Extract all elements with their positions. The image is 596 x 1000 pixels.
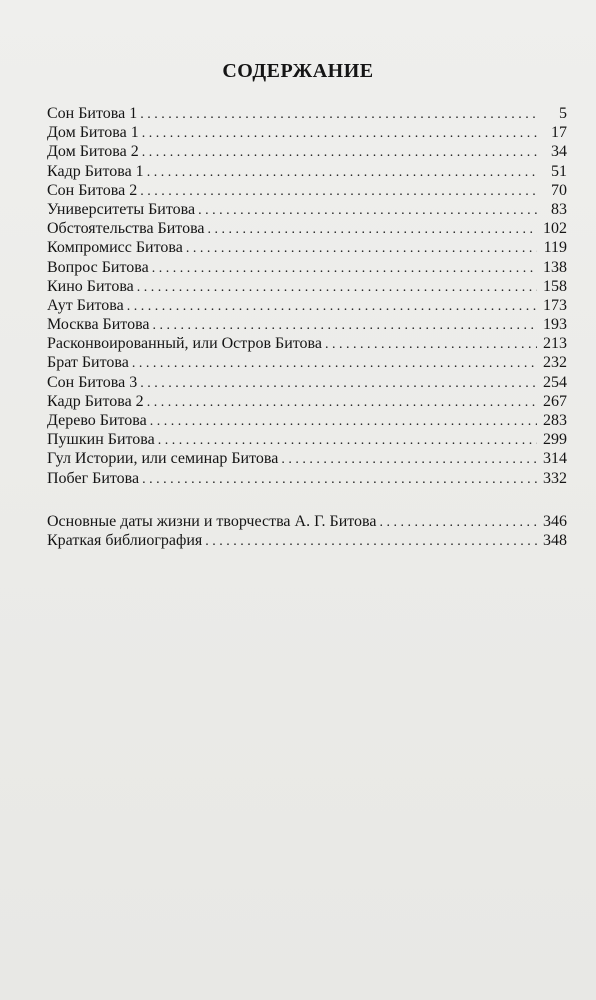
toc-entry <box>47 373 567 392</box>
dot-leader <box>142 143 537 162</box>
dot-leader <box>153 316 537 335</box>
toc-entry-title: Побег Битова <box>47 469 140 487</box>
page-title: СОДЕРЖАНИЕ <box>222 60 374 82</box>
toc-entry-page-number: 314 <box>543 450 567 468</box>
toc-entry <box>47 411 567 430</box>
toc-entry-title: Кадр Битова 2 <box>47 392 144 410</box>
toc-entry-title: Университеты Битова <box>47 200 196 218</box>
toc-entry <box>47 392 567 411</box>
toc-entry-page-number: 213 <box>543 335 567 353</box>
toc-entry-title: Расконвоированный, или Остров Битова <box>47 335 322 353</box>
toc-entry <box>47 258 567 277</box>
toc-entry-title: Вопрос Битова <box>47 258 149 276</box>
dot-leader <box>150 412 537 431</box>
toc-entry <box>47 238 567 257</box>
toc-entry-page-number: 254 <box>543 373 567 391</box>
toc-entry-title: Дом Битова 2 <box>47 143 139 161</box>
toc-entry-page-number: 232 <box>543 354 567 372</box>
toc-entry-title: Основные даты жизни и творчества А. Г. Битова <box>47 512 377 530</box>
chapter-list <box>47 104 567 488</box>
toc-entry <box>47 531 567 550</box>
dot-leader <box>127 297 537 316</box>
toc-entry-page-number: 70 <box>551 181 567 199</box>
toc-entry <box>47 123 567 142</box>
toc-entry <box>47 162 567 181</box>
dot-leader <box>208 220 537 239</box>
toc-entry-title: Пушкин Битова <box>47 431 155 449</box>
toc-entry-title: Дерево Битова <box>47 412 147 429</box>
dot-leader <box>142 124 537 143</box>
toc-entry <box>47 353 567 372</box>
toc-entry-page-number: 346 <box>543 512 567 530</box>
toc-entry-title: Аут Битова <box>47 296 124 314</box>
toc-entry-page-number: 102 <box>543 220 567 238</box>
dot-leader <box>132 354 537 373</box>
toc-entry <box>47 512 567 531</box>
toc-entry-title: Гул Истории, или семинар Битова <box>47 450 279 468</box>
toc-entry-page-number: 83 <box>551 200 567 218</box>
toc-entry-page-number: 299 <box>543 431 567 449</box>
toc-entry-page-number: 267 <box>543 392 567 410</box>
toc-entry <box>47 219 567 238</box>
dot-leader <box>140 374 537 393</box>
dot-leader <box>379 513 537 532</box>
toc-entry-title: Москва Битова <box>47 316 150 334</box>
toc-entry-title: Сон Битова 2 <box>47 181 138 199</box>
toc-entry-page-number: 193 <box>543 316 567 334</box>
toc-entry-page-number: 158 <box>543 277 567 295</box>
toc-entry <box>47 181 567 200</box>
toc-entry-page-number: 5 <box>559 105 567 122</box>
toc-entry-title: Сон Битова 1 <box>47 105 138 122</box>
dot-leader <box>147 163 537 182</box>
toc-entry-title: Дом Битова 1 <box>47 124 139 142</box>
dot-leader <box>142 470 537 489</box>
toc-entry-title: Сон Битова 3 <box>47 373 138 391</box>
toc-entry <box>47 430 567 449</box>
toc-entry-title: Краткая библиография <box>47 531 203 549</box>
toc-entry-page-number: 119 <box>543 239 567 257</box>
toc-entry-title: Обстоятельства Битова <box>47 220 205 238</box>
toc-entry <box>47 334 567 353</box>
toc-entry-page-number: 138 <box>543 258 567 276</box>
toc-entry <box>47 104 567 123</box>
dot-leader <box>281 450 537 469</box>
reverse-side-show-through <box>40 550 580 734</box>
toc-entry-page-number: 173 <box>543 296 567 314</box>
dot-leader <box>152 259 537 278</box>
toc-entry-page-number: 348 <box>543 531 567 549</box>
dot-leader <box>205 532 537 551</box>
dot-leader <box>137 278 537 297</box>
toc-entry <box>47 449 567 468</box>
dot-leader <box>198 201 537 220</box>
toc-entry <box>47 200 567 219</box>
toc-entry <box>47 315 567 334</box>
toc-entry-title: Кадр Битова 1 <box>47 162 144 180</box>
toc-entry-page-number: 283 <box>543 412 567 429</box>
dot-leader <box>325 335 537 354</box>
toc-entry-title: Кино Битова <box>47 277 134 295</box>
toc-entry-title: Компромисс Битова <box>47 239 183 257</box>
toc-entry-page-number: 17 <box>551 124 567 142</box>
section-gap <box>47 488 567 512</box>
toc-entry-page-number: 332 <box>543 469 567 487</box>
table-of-contents <box>47 104 567 550</box>
toc-entry <box>47 469 567 488</box>
dot-leader <box>147 393 537 412</box>
toc-entry <box>47 277 567 296</box>
toc-entry <box>47 296 567 315</box>
dot-leader <box>158 431 537 450</box>
toc-entry-page-number: 34 <box>551 143 567 161</box>
dot-leader <box>140 182 537 201</box>
appendix-list <box>47 512 567 550</box>
toc-entry <box>47 142 567 161</box>
dot-leader <box>140 105 537 124</box>
dot-leader <box>186 239 537 258</box>
toc-entry-title: Брат Битова <box>47 354 129 372</box>
toc-entry-page-number: 51 <box>551 162 567 180</box>
